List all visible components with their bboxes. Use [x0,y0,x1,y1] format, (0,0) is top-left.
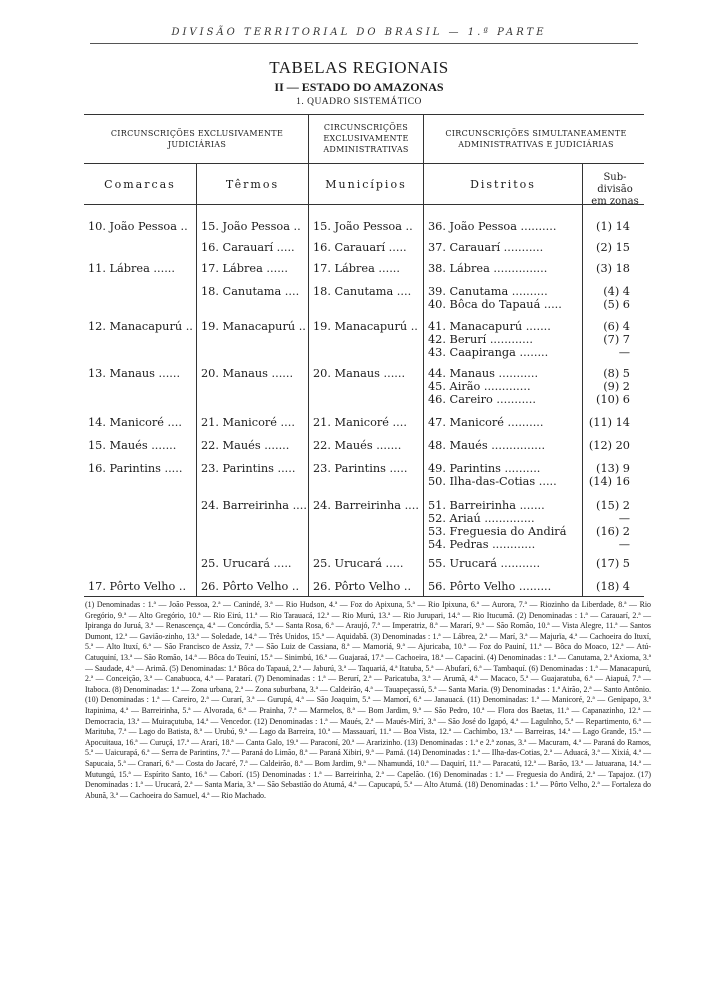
distrito-cell: 49. Parintins .......... [428,462,541,475]
table-top-rule [84,114,644,115]
comarca-cell: 16. Parintins ..... [88,462,183,475]
column-header-rule [84,204,644,205]
termo-cell: 17. Lábrea ...... [201,262,288,275]
group-judiciarias: CIRCUNSCRIÇÕES EXCLUSIVAMENTE JUDICIÁRIAS [110,129,284,149]
municipio-cell: 23. Parintins ..... [313,462,408,475]
distrito-cell: 46. Careiro ........... [428,393,536,406]
zona-cell: — [618,346,630,359]
distrito-cell: 50. Ilha-das-Cotias ..... [428,475,557,488]
zona-cell: — [618,512,630,525]
distrito-cell: 48. Maués ............... [428,439,546,452]
table-bottom-rule [84,596,644,597]
municipio-cell: 21. Manicoré .... [313,416,407,429]
zona-cell: (5) 6 [603,298,630,311]
distrito-cell: 37. Carauarí ........... [428,241,544,254]
comarca-cell: 11. Lábrea ...... [88,262,175,275]
zona-cell: (8) 5 [603,367,630,380]
zona-cell: (4) 4 [603,285,630,298]
termo-cell: 26. Pôrto Velho .. [201,580,300,593]
zona-cell: (1) 14 [596,220,630,233]
comarca-cell: 14. Manicoré .... [88,416,182,429]
distrito-cell: 47. Manicoré .......... [428,416,544,429]
municipio-cell: 24. Barreirinha .... [313,499,419,512]
zona-cell: (17) 5 [596,557,630,570]
group-administrativas: CIRCUNSCRIÇÕES EXCLUSIVAMENTE ADMINISTRATIVAS [323,123,409,154]
municipio-cell: 19. Manacapurú .. [313,320,418,333]
distrito-cell: 38. Lábrea ............... [428,262,548,275]
running-header: DIVISÃO TERRITORIAL DO BRASIL — 1.ª PARTE [171,27,547,38]
termo-cell: 23. Parintins ..... [201,462,296,475]
col-divider [196,163,197,596]
distrito-cell: 54. Pedras ............ [428,538,536,551]
distrito-cell: 55. Urucará ........... [428,557,541,570]
zona-cell: (15) 2 [596,499,630,512]
municipio-cell: 25. Urucará ..... [313,557,404,570]
col-header-subdivisao: Sub-divisão em zonas [591,172,639,207]
distrito-cell: 44. Manaus ........... [428,367,539,380]
municipio-cell: 20. Manaus ...... [313,367,406,380]
comarca-cell: 15. Maués ....... [88,439,177,452]
group-simultaneas: CIRCUNSCRIÇÕES SIMULTANEAMENTE ADMINISTRATIVAS E JUDICIÁRIAS [445,129,627,149]
footnotes: (1) Denominadas : 1.ª — João Pessoa, 2.ª — Canindé, 3.ª — Rio Hudson, 4.ª — Foz do Apixuna, 5.ª — Rio Ipixuna, 6.ª — Aurora, 7.ª — Riozinho da Liberdade, 8.ª — Rio Gregório, 9.ª — Alto Gregório, 10.ª — Rio Eirú, 11.ª — Rio Tarauacá, 12.ª — Rio Murú, 13.ª — Rio Jurupari, 14.ª — Rio Itucumã. (2) Denominadas : 1.ª — Carauarí, 2.ª — Ipiranga do Juruá, 3.ª — Renascença, 4.ª — Concórdia, 5.ª — Santa Rosa, 6.ª — Araujó, 7.ª — Imperatriz, 8.ª — Mararí, 9.ª — São Romão, 10.ª — Vista Alegre, 11.ª — Santos Dumont, 12.ª — Gavião-zinho, 13.ª — Soledade, 14.ª — Três Unidos, 15.ª — Aquidabã. (3) Denominadas : 1.ª — Lábrea, 2.ª — Marí, 3.ª — Majurïa, 4.ª — Cachoeira do Ituxí, 5.ª — Alto Ituxí, 6.ª — São Francisco de Assiz, 7.ª — São Luiz de Cassiana, 8.ª — Mamoriá, 9.ª — Ajuricaba, 10.ª — Foz do Pauiní, 11.ª — Bôca do Moaco, 12.ª — Atú-Catuquiní, 13.ª — São Romão, 14.ª — Bôca do Teuiní, 15.ª — Sinimbú, 16.ª — Guajaraá, 17.ª — Cachoeira, 18.ª — Capacini. (4) Denominadas : 1.ª — Canutama, 2.ª Axioma, 3.ª — Saudade, 4.ª — Arimã. (5) Denominadas: 1.ª Bôca do Tapauá, 2.ª — Jaburú, 3.ª — Taquariá, 4.ª Itatuba, 5.ª — Abufarí, 6.ª — Tambaquí. (6) Denominadas : 1.ª — Manacapurú, 2.ª — Conceição, 3.ª — Canabuoca, 4.ª — Paratarí. (7) Denominadas : 1.ª — Berurí, 2.ª — Paricatuba, 3.ª — Arumã, 4.ª — Macaco, 5.ª — Guajaratuba, 6.ª — Aiapuá, 7.ª — Itaboca. (8) Denominadas: 1.ª — Zona urbana, 2.ª — Zona suburbana, 3.ª — Caldeirão, 4.ª — Tauapeçassú, 5.ª — Santa Maria. (9) Denominadas : 1.ª Airão, 2.ª — Santo Antônio. (10) Denominadas : 1.ª — Careiro, 2.ª — Curarí, 3.ª — Gurupá, 4.ª — São Joaquim, 5.ª — Mamorí, 6.ª — Janauacá. (11) Denominadas: 1.ª — Manicoré, 2.ª — Genipapo, 3.ª Itapinima, 4.ª — Barreirinha, 5.ª — Alvorada, 6.ª — Prainha, 7.ª — Marmelos, 8.ª — Bom Jardim, 9.ª — São Pedro, 10.ª — Flora dos Baetas, 11.ª — Capanazinho, 12.ª — Democracia, 13.ª — Muiraçutuba, 14.ª — Vencedor. (12) Denominadas : 1.ª — Maués, 2.ª — Maués-Mirí, 3.ª — São José do Igapó, 4.ª — Lagulnho, 5.ª — Repartimento, 6.ª — Marituba, 7.ª — Lago do Batista, 8.ª — Urubú, 9.ª — Lago da Barreira, 10.ª — Massauarí, 11.ª — Boa Vista, 12.ª — Cachimbo, 13.ª — Barreiras, 14.ª — Lago Grande, 15.ª — Apocuitaua, 16.ª — Curuçá, 17.ª — Ararí, 18.ª — Canta Galo, 19.ª — Paraconí, 20.ª — Ararizinho. (13) Denominadas : 1.ª e 2.ª zonas, 3.ª — Macuram, 4.ª — Paraná do Ramos, 5.ª — Uaicurapá, 6.ª — Serra de Parintins, 7.ª — Paraná do Limão, 8.ª — Paraná Xibiri, 9.ª — Pamá. (14) Denominadas : 1.ª — Ilha-das-Cotias, 2.ª — Aduacá, 3.ª — Xixiá, 4.ª — Sapucaia, 5.ª — Cranarí, 6.ª — Costa do Jacaré, 7.ª — Caldeirão, 8.ª — Bom Jardim, 9.ª — Nhamundá, 10.ª — Daquirí, 11.ª — Paracatú, 12.ª — Barão, 13.ª — Jatuarana, 14.ª — Mutungú, 15.ª — Espírito Santo, 16.ª — Caborí. (15) Denominadas : 1.ª — Barreirinha, 2.ª — Capelão. (16) Denominadas : 1.ª — Freguesia do Andirá, 2.ª — Tapajoz. (17) Denominadas : 1.ª — Urucará, 2.ª — Santa Maria, 3.ª — São Sebastião do Atumá, 4.ª — Capucapú, 5.ª — Alto Atumá. (18) Denominadas : 1.ª — Pôrto Velho, 2.ª — Fortaleza do Abunã, 3.ª — Cachoeira do Samuel, 4.ª — Rio Machado. [85,600,651,800]
zona-cell: (2) 15 [596,241,630,254]
comarca-cell: 12. Manacapurú .. [88,320,193,333]
zona-cell: (6) 4 [603,320,630,333]
distrito-cell: 39. Canutama .......... [428,285,548,298]
distrito-cell: 45. Airão ............. [428,380,531,393]
page-title: TABELAS REGIONAIS [269,58,449,77]
group-header-rule [84,163,644,164]
distrito-cell: 52. Ariaú .............. [428,512,535,525]
zona-cell: (7) 7 [603,333,630,346]
distrito-cell: 41. Manacapurú ....... [428,320,551,333]
distrito-cell: 40. Bôca do Tapauá ..... [428,298,562,311]
termo-cell: 25. Urucará ..... [201,557,292,570]
zona-cell: (9) 2 [603,380,630,393]
municipio-cell: 22. Maués ....... [313,439,402,452]
comarca-cell: 17. Pôrto Velho .. [88,580,187,593]
zona-cell: — [618,538,630,551]
zona-cell: (10) 6 [596,393,630,406]
termo-cell: 18. Canutama .... [201,285,300,298]
state-subtitle: II — ESTADO DO AMAZONAS [274,80,444,94]
municipio-cell: 26. Pôrto Velho .. [313,580,412,593]
termo-cell: 15. João Pessoa .. [201,220,301,233]
col-divider [582,163,583,596]
comarca-cell: 13. Manaus ...... [88,367,181,380]
col-header-municipios: Municípios [325,178,407,191]
distrito-cell: 53. Freguesia do Andirá [428,525,567,538]
zona-cell: (14) 16 [588,475,630,488]
termo-cell: 16. Carauarí ..... [201,241,295,254]
municipio-cell: 16. Carauarí ..... [313,241,407,254]
termo-cell: 22. Maués ....... [201,439,290,452]
termo-cell: 20. Manaus ...... [201,367,294,380]
municipio-cell: 18. Canutama .... [313,285,412,298]
termo-cell: 21. Manicoré .... [201,416,295,429]
termo-cell: 24. Barreirinha .... [201,499,307,512]
zona-cell: (12) 20 [588,439,630,452]
comarca-cell: 10. João Pessoa .. [88,220,188,233]
termo-cell: 19. Manacapurú .. [201,320,306,333]
municipio-cell: 15. João Pessoa .. [313,220,413,233]
zona-cell: (13) 9 [596,462,630,475]
zona-cell: (3) 18 [596,262,630,275]
distrito-cell: 51. Barreirinha ....... [428,499,545,512]
col-header-comarcas: Comarcas [104,178,176,191]
distrito-cell: 43. Caapiranga ........ [428,346,549,359]
distrito-cell: 56. Pôrto Velho ......... [428,580,552,593]
zona-cell: (11) 14 [588,416,630,429]
zona-cell: (18) 4 [596,580,630,593]
zona-cell: (16) 2 [596,525,630,538]
section-title: 1. QUADRO SISTEMÁTICO [296,97,422,107]
header-rule [90,43,638,44]
distrito-cell: 42. Berurí ............ [428,333,533,346]
distrito-cell: 36. João Pessoa .......... [428,220,557,233]
municipio-cell: 17. Lábrea ...... [313,262,400,275]
col-header-termos: Têrmos [225,178,280,191]
col-header-distritos: Distritos [470,178,536,191]
